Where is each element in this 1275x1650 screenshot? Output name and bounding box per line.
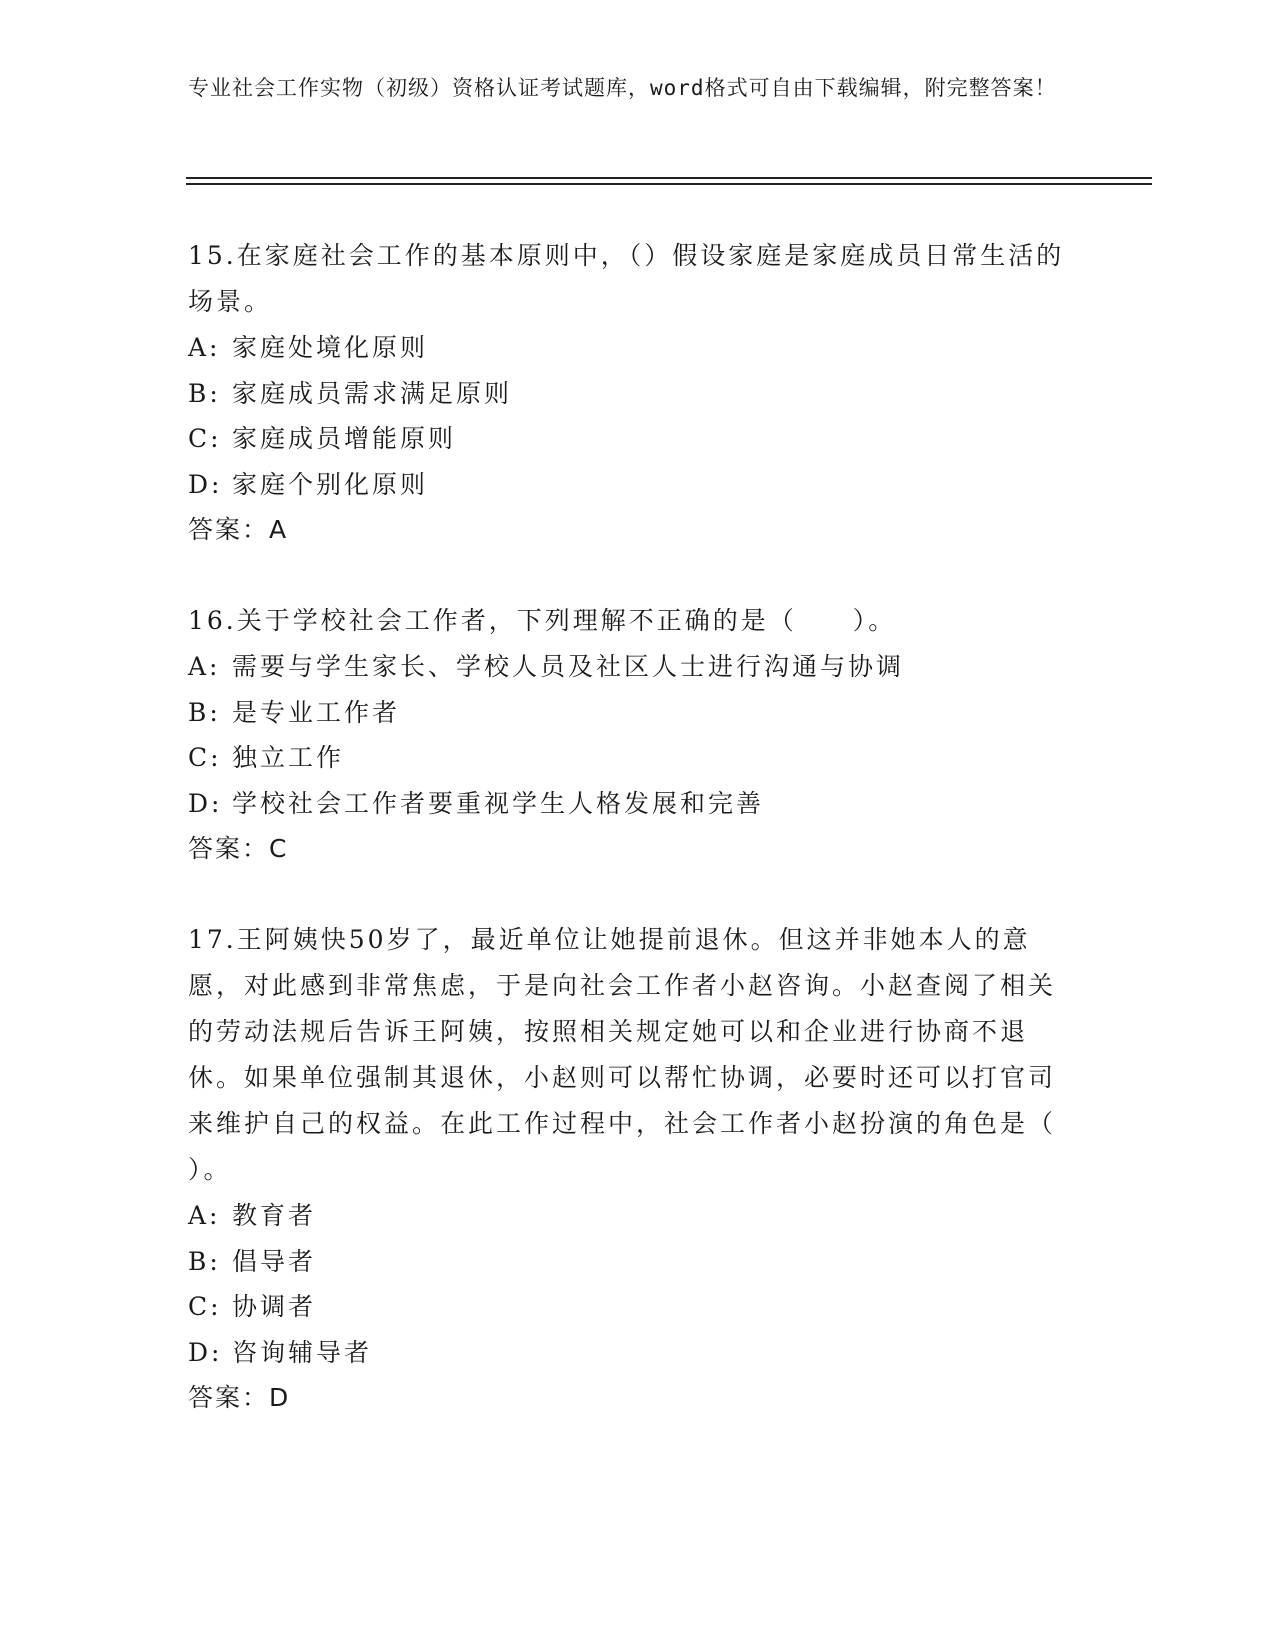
option-letter: A: bbox=[188, 1201, 221, 1230]
answer-label: 答案：D bbox=[188, 1383, 291, 1412]
option-letter: A: bbox=[188, 652, 221, 681]
header-rule-top bbox=[186, 177, 1152, 179]
option-text: 家庭处境化原则 bbox=[232, 333, 429, 362]
option-letter: B: bbox=[188, 697, 221, 727]
question-15 bbox=[188, 233, 1068, 553]
option-text: 家庭成员增能原则 bbox=[232, 424, 457, 453]
question-stem: 17.王阿姨快50岁了，最近单位让她提前退休。但这并非她本人的意愿，对此感到非常焦虑，于是向社会工作者小赵咨询。小赵查阅了相关的劳动法规后告诉王阿姨，按照相关规定她可以和企业进行协商不退休。如果单位强制其退休，小赵则可以帮忙协调，必要时还可以打官司来维护自己的权益。在此工作过程中，社会工作者小赵扮演的角色是（ ）。 bbox=[188, 925, 1057, 1184]
question-stem: 15.在家庭社会工作的基本原则中，（）假设家庭是家庭成员日常生活的场景。 bbox=[188, 241, 1065, 316]
question-17 bbox=[188, 917, 1068, 1421]
option-b bbox=[188, 1239, 1068, 1285]
option-letter: C: bbox=[188, 1292, 222, 1321]
option-c bbox=[188, 416, 1068, 462]
option-letter: D: bbox=[188, 469, 223, 499]
option-b bbox=[188, 371, 1068, 417]
question-stem: 16.关于学校社会工作者，下列理解不正确的是（ ）。 bbox=[188, 606, 897, 635]
option-b bbox=[188, 690, 1068, 736]
option-d bbox=[188, 781, 1068, 827]
option-a bbox=[188, 644, 1068, 690]
document-header: 专业社会工作实物（初级）资格认证考试题库，word格式可自由下载编辑，附完整答案！ bbox=[188, 76, 1057, 100]
option-letter: B: bbox=[188, 378, 221, 408]
option-text: 独立工作 bbox=[232, 743, 345, 772]
option-text: 倡导者 bbox=[232, 1246, 317, 1276]
header-rule-bottom bbox=[186, 183, 1152, 185]
answer-label: 答案：C bbox=[188, 834, 289, 863]
option-text: 家庭个别化原则 bbox=[232, 469, 429, 499]
question-16 bbox=[188, 598, 1068, 872]
option-text: 教育者 bbox=[232, 1201, 317, 1230]
option-c bbox=[188, 1284, 1068, 1330]
option-a bbox=[188, 325, 1068, 371]
option-d bbox=[188, 1330, 1068, 1376]
option-letter: C: bbox=[188, 743, 222, 772]
option-text: 家庭成员需求满足原则 bbox=[232, 378, 513, 408]
answer-label: 答案：A bbox=[188, 515, 289, 544]
option-letter: D: bbox=[188, 788, 223, 818]
option-letter: C: bbox=[188, 424, 222, 453]
option-text: 是专业工作者 bbox=[232, 697, 401, 727]
option-a bbox=[188, 1193, 1068, 1239]
option-c bbox=[188, 735, 1068, 781]
option-text: 协调者 bbox=[232, 1292, 317, 1321]
option-text: 学校社会工作者要重视学生人格发展和完善 bbox=[232, 788, 765, 818]
option-letter: D: bbox=[188, 1337, 223, 1367]
option-letter: B: bbox=[188, 1246, 221, 1276]
option-text: 咨询辅导者 bbox=[232, 1337, 373, 1367]
option-d bbox=[188, 462, 1068, 508]
option-letter: A: bbox=[188, 333, 221, 362]
option-text: 需要与学生家长、学校人员及社区人士进行沟通与协调 bbox=[232, 652, 905, 681]
